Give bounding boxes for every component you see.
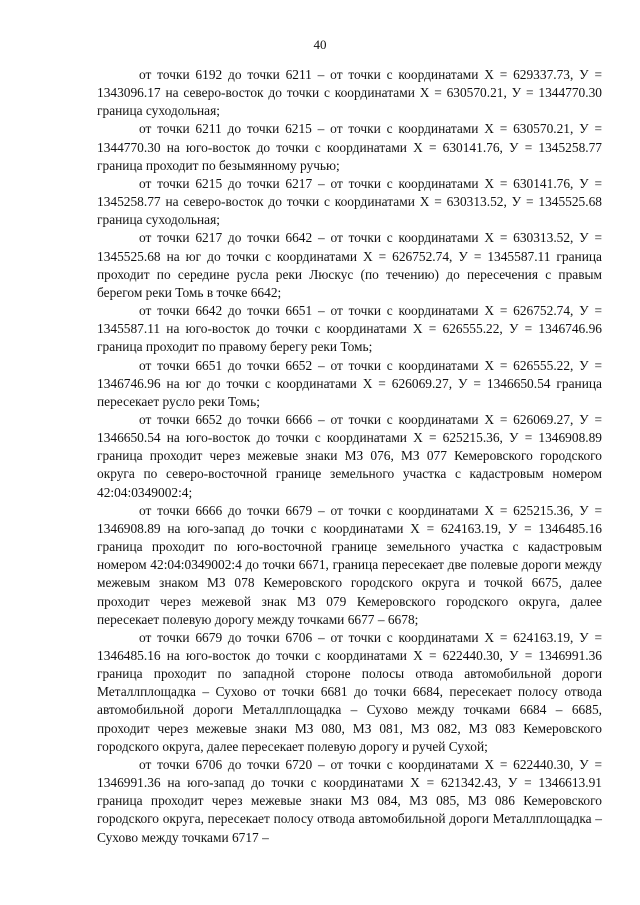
boundary-paragraph: от точки 6215 до точки 6217 – от точки с координатами Х = 630141.76, У = 1345258.77 на северо-восток до точки с координатами Х = 630313.52, У = 1345525.68 граница суходольная; (97, 175, 602, 228)
boundary-paragraph: от точки 6192 до точки 6211 – от точки с координатами Х = 629337.73, У = 1343096.17 на северо-восток до точки с координатами Х = 630570.21, У = 1344770.30 граница суходольная; (97, 67, 602, 119)
boundary-paragraph: от точки 6706 до точки 6720 – от точки с координатами Х = 622440.30, У = 1346991.36 на юго-запад до точки с координатами Х = 621342.43, У = 1346613.91 граница проходит через межевые знаки МЗ 084, МЗ 085, МЗ 086 Кемеровского городского округа, пересекает полосу отвода автомобильной дороги Металлплощадка – Сухово между точками 6717 – (97, 756, 602, 845)
page-number: 40 (313, 37, 327, 52)
boundary-paragraph: от точки 6217 до точки 6642 – от точки с координатами Х = 630313.52, У = 1345525.68 на юг до точки с координатами Х = 626752.74, У = 1345587.11 граница проходит по середине русла реки Люскус (по течению) до пересечения с правым берегом реки Томь в точке 6642; (97, 230, 602, 300)
boundary-paragraph: от точки 6651 до точки 6652 – от точки с координатами Х = 626555.22, У = 1346746.96 на юг до точки с координатами Х = 626069.27, У = 1346650.54 граница пересекает русло реки Томь; (97, 357, 602, 409)
boundary-paragraph: от точки 6642 до точки 6651 – от точки с координатами Х = 626752.74, У = 1345587.11 на юго-восток до точки с координатами Х = 626555.22, У = 1346746.96 граница проходит по правому берегу реки Томь; (97, 303, 602, 355)
boundary-paragraph: от точки 6652 до точки 6666 – от точки с координатами Х = 626069.27, У = 1346650.54 на юго-восток до точки с координатами Х = 625215.36, У = 1346908.89 граница проходит через межевые знаки МЗ 076, МЗ 077 Кемеровского городского округа по северо-восточной границе земельного участка с кадастровым номером 42:04:0349002:4; (97, 411, 602, 500)
document-body (97, 66, 602, 847)
boundary-paragraph: от точки 6666 до точки 6679 – от точки с координатами Х = 625215.36, У = 1346908.89 на юго-запад до точки с координатами Х = 624163.19, У = 1346485.16 граница проходит по юго-восточной границе земельного участка с кадастровым номером 42:04:0349002:4 до точки 6671, граница пересекает две полевые дороги между межевым знаком МЗ 078 Кемеровского городского округа и точкой 6675, далее проходит через межевой знак МЗ 079 Кемеровского городского округа, далее пересекает полевую дорогу между точками 6677 – 6678; (97, 502, 602, 627)
boundary-paragraph: от точки 6211 до точки 6215 – от точки с координатами Х = 630570.21, У = 1344770.30 на юго-восток до точки с координатами Х = 630141.76, У = 1345258.77 граница проходит по безымянному ручью; (97, 121, 602, 173)
boundary-paragraph: от точки 6679 до точки 6706 – от точки с координатами Х = 624163.19, У = 1346485.16 на юго-восток до точки с координатами Х = 622440.30, У = 1346991.36 граница проходит по западной стороне полосы отвода автомобильной дороги Металлплощадка – Сухово от точки 6681 до точки 6684, пересекает полосу отвода автомобильной дороги Металлплощадка – Сухово между точками 6684 – 6685, проходит через межевые знаки МЗ 080, МЗ 081, МЗ 082, МЗ 083 Кемеровского городского округа, далее пересекает полевую дорогу и ручей Сухой; (97, 629, 602, 754)
